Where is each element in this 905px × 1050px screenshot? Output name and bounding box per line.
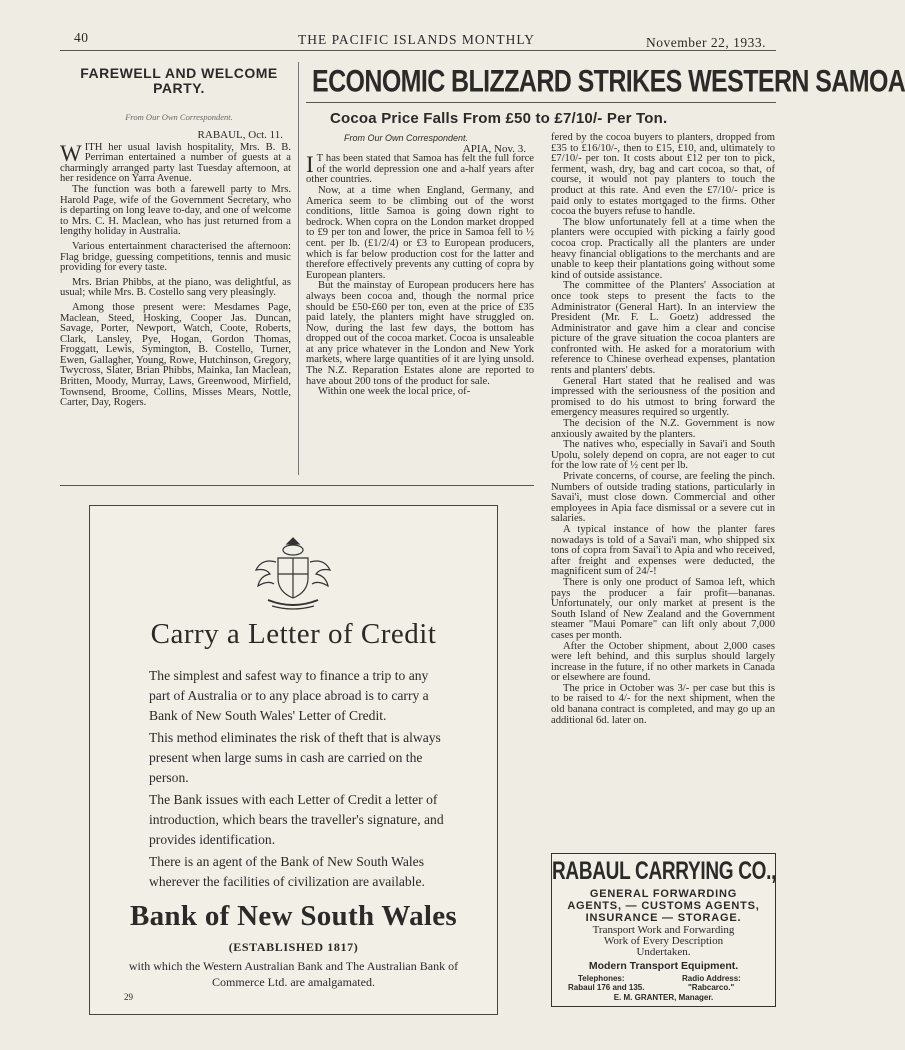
samoa-column-2 <box>551 133 775 726</box>
issue-date: November 22, 1933. <box>646 35 766 50</box>
samoa-para-1: I T has been stated that Samoa has felt the full force of the world depression one and a-half years after other countries. <box>306 152 534 186</box>
ad-established: (ESTABLISHED 1817) <box>228 940 359 954</box>
farewell-dropcap: W <box>60 140 82 166</box>
farewell-para-4: Mrs. Brian Phibbs, at the piano, was delightful, as usual; while Mrs. B. Costello sang very pleasingly. <box>60 276 291 299</box>
rabaul-advertisement <box>551 853 776 1007</box>
samoa-headline: ECONOMIC BLIZZARD STRIKES WESTERN SAMOA <box>312 64 905 99</box>
samoa-para-2: Now, at a time when England, Germany, and America seem to be climbing out of the worst conditions, little Samoa is going down right to bedrock. When copra on the London market dropped to £9 per ton and lower, the price in Samoa fell to ½ cent. per lb. (£1/2/4) or £3 to European producers, which is far below production cost for the latter and therefore effectively prevents any cutting of copra by European planters. <box>306 184 534 281</box>
rabaul-line-7: Modern Transport Equipment. <box>588 960 739 972</box>
page-number: 40 <box>74 30 89 45</box>
ad-para-4: There is an agent of the Bank of New South Wales wherever the facilities of civilization are available. <box>149 854 425 889</box>
rabaul-title: RABAUL CARRYING CO., <box>552 858 777 886</box>
samoa-dropcap: I <box>306 152 314 178</box>
samoa-subtitle: Cocoa Price Falls From £50 to £7/10/- Per Ton. <box>330 110 668 127</box>
samoa-col2-para-3: The committee of the Planters' Association at once took steps to present the facts to the Administrator (General Hart). In an interview the President (Mr. F. L. Goetz) addressed the Administrator and gave him a clear and concise picture of the grave situation the cocoa planters are confronted with. He asked for a moratorium with reference to Chinese overhead expenses, plantation rents and planters' debts. <box>551 280 775 377</box>
column-divider <box>298 62 299 475</box>
ad-number: 29 <box>124 992 133 1002</box>
farewell-body <box>60 130 291 409</box>
ad-para-3: The Bank issues with each Letter of Credit a letter of introduction, which bears the traveller's signature, and provides identification. <box>149 792 444 847</box>
samoa-col2-para-7: Private concerns, of course, are feeling the pinch. Numbers of outside trading stations, particularly in Savai'i, must close down. Commercial and other employees in Apia face dismissal or a severe cut in salaries. <box>551 471 775 525</box>
samoa-para-4: Within one week the local price, of- <box>318 386 471 398</box>
farewell-para-2: The function was both a farewell party to Mrs. Harold Page, wife of the Government Secretary, who is departing on long leave to-day, and one of welcome to Mrs. C. H. Maclean, who has just returned from a lengthy holiday in Australia. <box>60 183 291 238</box>
rabaul-line-6: Undertaken. <box>636 946 691 958</box>
farewell-para-1: WITH her usual lavish hospitality, Mrs. B. B. Perriman entertained a number of guests at a charmingly arranged party last Tuesday afternoon, at her residence on Yarra Avenue. <box>60 140 291 185</box>
rabaul-manager: E. M. GRANTER, Manager. <box>613 993 714 1002</box>
farewell-para-5: Among those present were: Mesdames Page, Maclean, Steed, Hosking, Cooper Jas. Duncan, Savage, Porter, Newport, Watch, Coote, Roberts, Clark, Lansley, Pye, Hogan, Gordon Thomas, Froggatt, Lewis, Symington, B. Costello, Turner, Ewen, Gallagher, Young, Rowe, Hutchinson, Gregory, Twycross, Slater, Brian Phibbs, Mainka, Ian Maclean, Britten, Moody, Murray, Laws, Greenwood, Mirfield, Townsend, Broome, Collins, Misses Mears, Nottle, Carter, Day, Rogers. <box>60 301 291 409</box>
samoa-title-rule <box>306 102 776 103</box>
farewell-title: FAREWELL AND WELCOME PARTY. <box>80 65 278 96</box>
samoa-col2-para-11: The price in October was 3/- per case but this is to be raised to 4/- for the next shipment, when the old banana contract is completed, and may go up an additional 6d. later on. <box>551 682 775 726</box>
rabaul-line-5: Work of Every Description <box>603 935 724 947</box>
samoa-dateline: APIA, Nov. 3. <box>462 142 526 155</box>
samoa-byline: From Our Own Correspondent. <box>344 133 469 143</box>
section-rule <box>60 485 534 486</box>
ad-para-2: This method eliminates the risk of theft that is always present when large sums in cash are carried on the person. <box>149 730 441 785</box>
rabaul-line-3: INSURANCE — STORAGE. <box>585 912 742 924</box>
samoa-col2-para-10: After the October shipment, about 2,000 cases were left behind, and this surplus should largely increase in the future, if no other markets in Canada or elsewhere are found. <box>551 640 775 684</box>
farewell-para-3: Various entertainment characterised the afternoon: Flag bridge, guessing competitions, tennis and music providing for every taste. <box>60 240 291 274</box>
rabaul-tel-label: Telephones: <box>578 974 625 983</box>
farewell-dateline: RABAUL, Oct. 11. <box>197 129 283 141</box>
samoa-col2-para-4: General Hart stated that he realised and was impressed with the seriousness of the position and promised to do his utmost to bring forward the emergency measures required so urgently. <box>551 375 775 419</box>
samoa-col2-para-6: The natives who, especially in Savai'i and South Upolu, solely depend on copra, are not eager to cut for the low rate of ½ cent per lb. <box>551 439 775 472</box>
ad-heading: Carry a Letter of Credit <box>150 618 437 650</box>
ad-note: with which the Western Australian Bank and The Australian Bank of Commerce Ltd. are amalgamated. <box>128 959 459 989</box>
samoa-col2-para-2: The blow unfortunately fell at a time when the planters were occupied with picking a fairly good cocoa crop. Practically all the planters are under heavy financial obligations to the merchants and are unable to keep their plantations going without some kind of outside assistance. <box>551 216 775 281</box>
rabaul-radio-label: Radio Address: <box>682 974 741 983</box>
ad-para-1: The simplest and safest way to finance a trip to any part of Australia or to any place abroad is to carry a Bank of New South Wales' Letter of Credit. <box>149 668 429 723</box>
samoa-col2-para-5: The decision of the N.Z. Government is now anxiously awaited by the planters. <box>551 418 775 440</box>
farewell-byline: From Our Own Correspondent. <box>125 112 233 122</box>
samoa-col2-para-1: fered by the cocoa buyers to planters, dropped from £35 to £16/10/-, then to £15, £10, and, ultimately to £7/10/- per ton. It costs about £12 per ton to pick, ferment, wash, dry, bag and cart cocoa, so that, of course, it would not pay planters to touch the product at this rate. And even the £7/10/- price is paid only to estates mortgaged to the firms. Other cocoa the buyers refuse to handle. <box>551 132 775 218</box>
rabaul-radio-value: "Rabcarco." <box>688 983 735 992</box>
bank-advertisement <box>89 505 498 1015</box>
magazine-title: THE PACIFIC ISLANDS MONTHLY <box>298 32 536 47</box>
rabaul-line-4: Transport Work and Forwarding <box>592 924 735 936</box>
rabaul-line-2: AGENTS, — CUSTOMS AGENTS, <box>567 900 760 912</box>
rabaul-tel-value: Rabaul 176 and 135. <box>568 983 645 992</box>
samoa-col2-para-9: There is only one product of Samoa left, which pays the producer a fair profit—bananas. Unfortunately, our only market at present is the South Island of New Zealand and the Government steamer "Maui Pomare" can lift only about 7,000 cases per month. <box>551 576 775 641</box>
samoa-para-3: But the mainstay of European producers here has always been cocoa and, though the normal price should be £50-£60 per ton, even at the price of £35 paid lately, the planters might have struggled on. Now, during the last few days, the bottom has dropped out of the cocoa market. Cocoa is unsaleable at any price whatever in the London and New York markets, where large quantities of it are lying unsold. The N.Z. Reparation Estates alone are reported to have about 200 tons of the product for sale. <box>306 280 534 387</box>
ad-bank-name: Bank of New South Wales <box>129 900 458 932</box>
samoa-column-1 <box>306 133 534 398</box>
header-rule <box>60 50 776 51</box>
rabaul-line-1: GENERAL FORWARDING <box>589 888 738 900</box>
samoa-col2-para-8: A typical instance of how the planter fares nowadays is told of a Savai'i man, who shipped six tons of copra from Savai'i to Apia and who received, after freight and expenses were deducted, the magnificent sum of 24/-! <box>551 523 775 578</box>
bank-crest-icon <box>248 532 338 612</box>
